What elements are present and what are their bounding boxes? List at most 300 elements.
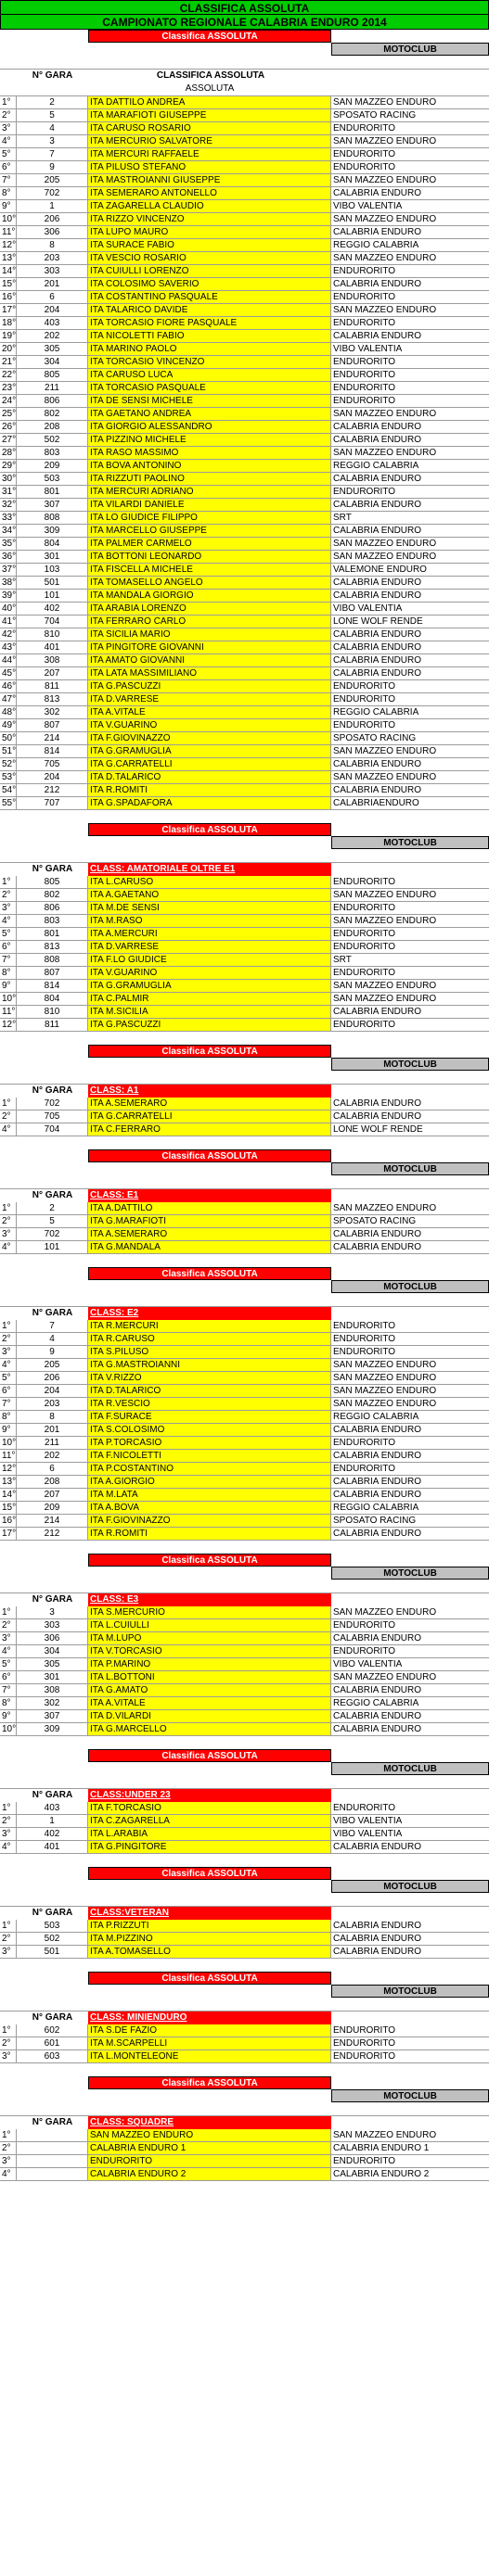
result-row <box>0 771 489 784</box>
result-row <box>0 525 489 538</box>
blank-row <box>0 849 489 862</box>
position-cell: 8° <box>0 1411 17 1424</box>
race-number-cell: 503 <box>17 1920 88 1933</box>
position-cell: 6° <box>0 1671 17 1684</box>
position-cell: 2° <box>0 1619 17 1632</box>
result-row <box>0 667 489 680</box>
race-number-cell: 813 <box>17 693 88 706</box>
motoclub-cell: ENDURORITO <box>331 902 489 915</box>
class-header-row <box>0 1188 489 1202</box>
gara-column-header: N° GARA <box>32 1190 73 1200</box>
position-cell: 42° <box>2 629 17 640</box>
motoclub-cell: CALABRIA ENDURO <box>331 226 489 239</box>
motoclub-cell: CALABRIA ENDURO <box>331 187 489 200</box>
gara-column-header: N° GARA <box>32 2117 73 2127</box>
result-row <box>0 1098 489 1110</box>
result-row <box>0 226 489 239</box>
race-number-cell: 306 <box>17 1632 88 1645</box>
result-row <box>0 1006 489 1019</box>
race-number-cell: 402 <box>17 603 88 615</box>
motoclub-cell: CALABRIA ENDURO <box>331 1098 489 1110</box>
race-number-cell: 209 <box>17 1502 88 1515</box>
race-number-cell: 806 <box>17 902 88 915</box>
position-cell: 22° <box>2 370 17 380</box>
rider-name-cell: ITA R.ROMITI <box>88 784 331 797</box>
position-cell: 3° <box>0 1228 17 1241</box>
motoclub-cell: ENDURORITO <box>331 693 489 706</box>
class-label: CLASS:UNDER 23 <box>88 1789 331 1802</box>
class-header-row <box>0 1306 489 1320</box>
rider-name-cell: ITA V.GUARINO <box>88 967 331 980</box>
motoclub-cell: ENDURORITO <box>331 876 489 889</box>
position-cell: 3° <box>0 902 17 915</box>
section-banner-row <box>0 1972 489 1985</box>
motoclub-cell: ENDURORITO <box>331 161 489 174</box>
class-header-spacer <box>0 1593 17 1606</box>
motoclub-cell: ENDURORITO <box>331 356 489 369</box>
race-number-cell: 2 <box>17 96 88 109</box>
race-number-cell: 601 <box>17 2037 88 2050</box>
result-row <box>0 2129 489 2142</box>
result-row <box>0 1502 489 1515</box>
motoclub-cell: SAN MAZZEO ENDURO <box>331 745 489 758</box>
blank-row <box>0 1959 489 1972</box>
rider-name-cell: ITA R.MERCURI <box>88 1320 331 1333</box>
class-header-spacer <box>331 1593 489 1606</box>
motoclub-cell: ENDURORITO <box>331 317 489 330</box>
rider-name-cell: ITA A.DATTILO <box>88 1202 331 1215</box>
race-number-cell: 803 <box>17 915 88 928</box>
position-cell: 2° <box>0 889 17 902</box>
motoclub-header-row <box>0 1058 489 1071</box>
rider-name-cell: ITA MASTROIANNI GIUSEPPE <box>88 174 331 187</box>
race-number-cell: 206 <box>17 1372 88 1385</box>
rider-name-cell: ITA F.GIOVINAZZO <box>88 732 331 745</box>
position-cell: 3° <box>0 1632 17 1645</box>
position-cell: 3° <box>0 122 17 135</box>
position-cell: 8° <box>0 967 17 980</box>
position-cell: 20° <box>2 344 17 354</box>
position-cell: 28° <box>2 448 17 458</box>
race-number-cell: 807 <box>17 719 88 732</box>
motoclub-cell: VIBO VALENTIA <box>331 1658 489 1671</box>
banner-spacer <box>0 1554 88 1567</box>
race-number-cell: 214 <box>17 732 88 745</box>
motoclub-cell: CALABRIA ENDURO <box>331 1424 489 1437</box>
race-number-cell: 814 <box>17 745 88 758</box>
result-row <box>0 954 489 967</box>
race-number-cell: 308 <box>17 1684 88 1697</box>
result-row <box>0 1946 489 1959</box>
race-number-cell: 3 <box>17 135 88 148</box>
banner-spacer <box>331 1045 489 1058</box>
class-section <box>0 2076 489 2194</box>
result-row <box>0 473 489 486</box>
motoclub-cell: LONE WOLF RENDE <box>331 1123 489 1136</box>
class-label: CLASS: E3 <box>88 1593 331 1606</box>
race-number-cell: 302 <box>17 1697 88 1710</box>
motoclub-cell: ENDURORITO <box>331 369 489 382</box>
rider-name-cell: ITA LO GIUDICE FILIPPO <box>88 512 331 525</box>
race-number-cell: 203 <box>17 1398 88 1411</box>
race-number-cell <box>17 2142 88 2155</box>
section-banner-row <box>0 1149 489 1162</box>
race-number-cell: 804 <box>17 538 88 551</box>
blank-row <box>0 1775 489 1788</box>
motoclub-header-row <box>0 43 489 56</box>
motoclub-cell: SAN MAZZEO ENDURO <box>331 915 489 928</box>
race-number-cell: 805 <box>17 876 88 889</box>
blank-row <box>0 1998 489 2011</box>
rider-name-cell: ITA A.SEMERARO <box>88 1098 331 1110</box>
result-row <box>0 148 489 161</box>
position-cell: 30° <box>2 474 17 484</box>
class-section <box>0 1149 489 1267</box>
result-row <box>0 706 489 719</box>
rider-name-cell: ITA NICOLETTI FABIO <box>88 330 331 343</box>
position-cell: 50° <box>2 733 17 743</box>
result-row <box>0 1841 489 1854</box>
rider-name-cell: ITA A.BOVA <box>88 1502 331 1515</box>
result-row <box>0 1424 489 1437</box>
race-number-cell: 214 <box>17 1515 88 1528</box>
motoclub-cell: ENDURORITO <box>331 291 489 304</box>
race-number-cell: 205 <box>17 1359 88 1372</box>
banner-spacer <box>331 1749 489 1762</box>
class-header-spacer <box>0 2116 17 2129</box>
rider-name-cell: ITA LATA MASSIMILIANO <box>88 667 331 680</box>
class-header-spacer <box>0 1907 17 1920</box>
motoclub-cell: SPOSATO RACING <box>331 1215 489 1228</box>
motoclub-cell: CALABRIA ENDURO <box>331 1841 489 1854</box>
position-cell: 51° <box>2 746 17 756</box>
motoclub-cell: SAN MAZZEO ENDURO <box>331 980 489 993</box>
result-row <box>0 330 489 343</box>
result-row <box>0 96 489 109</box>
motoclub-header: MOTOCLUB <box>331 1058 489 1071</box>
class-header-row <box>0 1906 489 1920</box>
gara-column-header: N° GARA <box>32 2012 73 2023</box>
position-cell: 4° <box>0 1359 17 1372</box>
result-row <box>0 1658 489 1671</box>
position-cell: 2° <box>0 1215 17 1228</box>
rider-name-cell: ITA V.TORCASIO <box>88 1645 331 1658</box>
result-row <box>0 654 489 667</box>
result-row <box>0 797 489 810</box>
blank-row <box>0 2181 489 2194</box>
position-cell: 17° <box>2 1529 17 1539</box>
result-row <box>0 1320 489 1333</box>
position-cell: 1° <box>0 96 17 109</box>
result-row <box>0 1228 489 1241</box>
class-header-spacer <box>331 1085 489 1098</box>
result-row <box>0 693 489 706</box>
result-row <box>0 1241 489 1254</box>
rider-name-cell: ITA G.MARCELLO <box>88 1723 331 1736</box>
motoclub-cell: CALABRIA ENDURO <box>331 1710 489 1723</box>
rider-name-cell: ITA D.TALARICO <box>88 1385 331 1398</box>
motoclub-header: MOTOCLUB <box>331 1762 489 1775</box>
motoclub-cell: SAN MAZZEO ENDURO <box>331 551 489 564</box>
class-header-row <box>0 69 489 82</box>
race-number-cell: 807 <box>17 967 88 980</box>
class-header-spacer <box>331 1789 489 1802</box>
position-cell: 3° <box>0 2050 17 2063</box>
class-section <box>0 1867 489 1972</box>
race-number-cell: 6 <box>17 291 88 304</box>
rider-name-cell: ITA L.CARUSO <box>88 876 331 889</box>
rider-name-cell: ITA SURACE FABIO <box>88 239 331 252</box>
race-number-cell: 305 <box>17 343 88 356</box>
motoclub-cell: SPOSATO RACING <box>331 109 489 122</box>
motoclub-header-row <box>0 1162 489 1175</box>
rider-name-cell: ITA F.NICOLETTI <box>88 1450 331 1463</box>
result-row <box>0 1463 489 1476</box>
section-banner-row <box>0 1554 489 1567</box>
position-cell: 35° <box>2 539 17 549</box>
result-row <box>0 628 489 641</box>
position-cell: 4° <box>0 1645 17 1658</box>
position-cell: 1° <box>0 1320 17 1333</box>
race-number-cell: 8 <box>17 1411 88 1424</box>
race-number-cell <box>17 2155 88 2168</box>
position-cell: 54° <box>2 785 17 795</box>
banner-spacer <box>331 1149 489 1162</box>
position-cell: 25° <box>2 409 17 419</box>
rider-name-cell: ITA FISCELLA MICHELE <box>88 564 331 577</box>
result-row <box>0 1632 489 1645</box>
result-row <box>0 109 489 122</box>
rider-name-cell: ITA MARINO PAOLO <box>88 343 331 356</box>
motoclub-cell: ENDURORITO <box>331 719 489 732</box>
rider-name-cell: ITA R.VESCIO <box>88 1398 331 1411</box>
race-number-cell: 307 <box>17 499 88 512</box>
result-row <box>0 1920 489 1933</box>
result-row <box>0 758 489 771</box>
race-number-cell: 304 <box>17 1645 88 1658</box>
race-number-cell: 4 <box>17 122 88 135</box>
position-cell: 15° <box>2 1503 17 1513</box>
position-cell: 37° <box>2 565 17 575</box>
race-number-cell: 212 <box>17 784 88 797</box>
motoclub-cell: SAN MAZZEO ENDURO <box>331 1372 489 1385</box>
rider-name-cell: CALABRIA ENDURO 1 <box>88 2142 331 2155</box>
banner-spacer <box>0 1972 88 1985</box>
banner-spacer <box>0 1867 88 1880</box>
section-banner: Classifica ASSOLUTA <box>88 1267 331 1280</box>
motoclub-header-row <box>0 1762 489 1775</box>
class-sub-spacer <box>0 82 88 95</box>
motoclub-cell: VIBO VALENTIA <box>331 603 489 615</box>
motoclub-cell: ENDURORITO <box>331 1320 489 1333</box>
rider-name-cell: ITA G.GRAMUGLIA <box>88 980 331 993</box>
result-row <box>0 641 489 654</box>
gara-column-header: N° GARA <box>32 1790 73 1800</box>
motoclub-cell: VIBO VALENTIA <box>331 343 489 356</box>
section-banner: Classifica ASSOLUTA <box>88 823 331 836</box>
position-cell: 1° <box>0 1802 17 1815</box>
motoclub-cell: CALABRIA ENDURO <box>331 1006 489 1019</box>
blank-row <box>0 810 489 823</box>
result-row <box>0 928 489 941</box>
position-cell: 4° <box>0 1241 17 1254</box>
class-header-spacer <box>331 70 489 82</box>
motoclub-header: MOTOCLUB <box>331 1162 489 1175</box>
position-cell: 47° <box>2 694 17 704</box>
rider-name-cell: ITA PINGITORE GIOVANNI <box>88 641 331 654</box>
section-banner-row <box>0 823 489 836</box>
class-header-row <box>0 1788 489 1802</box>
blank-row <box>0 1175 489 1188</box>
race-number-cell: 1 <box>17 200 88 213</box>
class-header-spacer <box>0 1307 17 1320</box>
section-banner: Classifica ASSOLUTA <box>88 1045 331 1058</box>
rider-name-cell: ITA LUPO MAURO <box>88 226 331 239</box>
position-cell: 4° <box>0 135 17 148</box>
motoclub-header: MOTOCLUB <box>331 1985 489 1998</box>
rider-name-cell: ITA F.GIOVINAZZO <box>88 1515 331 1528</box>
banner-spacer <box>0 1149 88 1162</box>
position-cell: 13° <box>2 253 17 263</box>
rider-name-cell: ITA S.COLOSIMO <box>88 1424 331 1437</box>
motoclub-cell: CALABRIA ENDURO <box>331 1228 489 1241</box>
position-cell: 12° <box>2 1020 17 1030</box>
motoclub-cell: CALABRIA ENDURO <box>331 1489 489 1502</box>
motoclub-cell: ENDURORITO <box>331 1437 489 1450</box>
result-row <box>0 187 489 200</box>
race-number-cell: 211 <box>17 382 88 395</box>
result-row <box>0 395 489 408</box>
position-cell: 2° <box>0 1815 17 1828</box>
rider-name-cell: ITA MERCURIO SALVATORE <box>88 135 331 148</box>
class-label: CLASSIFICA ASSOLUTA <box>88 70 331 82</box>
rider-name-cell: ITA P.MARINO <box>88 1658 331 1671</box>
rider-name-cell: ITA V.RIZZO <box>88 1372 331 1385</box>
result-row <box>0 200 489 213</box>
position-cell: 1° <box>0 2024 17 2037</box>
result-row <box>0 941 489 954</box>
banner-spacer <box>0 1267 88 1280</box>
rider-name-cell: ITA VESCIO ROSARIO <box>88 252 331 265</box>
motoclub-cell: SPOSATO RACING <box>331 732 489 745</box>
race-number-cell: 702 <box>17 1228 88 1241</box>
motoclub-cell: SAN MAZZEO ENDURO <box>331 771 489 784</box>
position-cell: 53° <box>2 772 17 782</box>
motoclub-cell: CALABRIA ENDURO <box>331 1476 489 1489</box>
rider-name-cell: SAN MAZZEO ENDURO <box>88 2129 331 2142</box>
motoclub-cell: SAN MAZZEO ENDURO <box>331 1202 489 1215</box>
rider-name-cell: ITA L.MONTELEONE <box>88 2050 331 2063</box>
rider-name-cell: ITA M.SICILIA <box>88 1006 331 1019</box>
result-row <box>0 408 489 421</box>
result-row <box>0 486 489 499</box>
motoclub-cell: CALABRIA ENDURO <box>331 434 489 447</box>
result-row <box>0 1450 489 1463</box>
rider-name-cell: ITA TOMASELLO ANGELO <box>88 577 331 590</box>
motoclub-cell: SAN MAZZEO ENDURO <box>331 213 489 226</box>
banner-spacer <box>331 823 489 836</box>
motoclub-spacer <box>0 1762 331 1775</box>
rider-name-cell: ITA M.RASO <box>88 915 331 928</box>
race-number-cell: 802 <box>17 889 88 902</box>
rider-name-cell: ITA GIORGIO ALESSANDRO <box>88 421 331 434</box>
result-row <box>0 1411 489 1424</box>
sheet-subtitle: CAMPIONATO REGIONALE CALABRIA ENDURO 2014 <box>0 15 489 30</box>
gara-column-header: N° GARA <box>32 864 73 874</box>
motoclub-cell: SRT <box>331 512 489 525</box>
result-row <box>0 343 489 356</box>
rider-name-cell: ITA A.GAETANO <box>88 889 331 902</box>
position-cell: 21° <box>2 357 17 367</box>
motoclub-cell: ENDURORITO <box>331 2037 489 2050</box>
class-header-spacer <box>0 1085 17 1098</box>
motoclub-cell: CALABRIA ENDURO <box>331 1241 489 1254</box>
race-number-cell: 208 <box>17 421 88 434</box>
rider-name-cell: ITA F.TORCASIO <box>88 1802 331 1815</box>
result-row <box>0 1815 489 1828</box>
motoclub-cell: SAN MAZZEO ENDURO <box>331 174 489 187</box>
motoclub-cell: ENDURORITO <box>331 122 489 135</box>
race-number-cell: 7 <box>17 1320 88 1333</box>
motoclub-cell: SAN MAZZEO ENDURO <box>331 889 489 902</box>
motoclub-cell: VALEMONE ENDURO <box>331 564 489 577</box>
rider-name-cell: ITA C.ZAGARELLA <box>88 1815 331 1828</box>
rider-name-cell: ITA RASO MASSIMO <box>88 447 331 460</box>
rider-name-cell: ITA M.SCARPELLI <box>88 2037 331 2050</box>
rider-name-cell: ITA G.GRAMUGLIA <box>88 745 331 758</box>
motoclub-cell: CALABRIA ENDURO <box>331 421 489 434</box>
rider-name-cell: ITA TALARICO DAVIDE <box>88 304 331 317</box>
race-number-cell: 705 <box>17 758 88 771</box>
result-row <box>0 1619 489 1632</box>
result-row <box>0 1515 489 1528</box>
position-cell: 9° <box>0 1424 17 1437</box>
position-cell: 16° <box>2 1516 17 1526</box>
race-number-cell: 204 <box>17 304 88 317</box>
motoclub-cell: CALABRIA ENDURO <box>331 577 489 590</box>
race-number-cell: 704 <box>17 615 88 628</box>
race-number-cell: 201 <box>17 278 88 291</box>
position-cell: 6° <box>0 941 17 954</box>
motoclub-header-row <box>0 1985 489 1998</box>
class-header-row <box>0 2115 489 2129</box>
position-cell: 14° <box>2 266 17 276</box>
class-header-spacer <box>0 2011 17 2024</box>
result-row <box>0 161 489 174</box>
race-number-cell: 5 <box>17 1215 88 1228</box>
result-row <box>0 369 489 382</box>
result-row <box>0 122 489 135</box>
result-row <box>0 1123 489 1136</box>
rider-name-cell: ITA MARCELLO GIUSEPPE <box>88 525 331 538</box>
motoclub-cell: ENDURORITO <box>331 2155 489 2168</box>
position-cell: 33° <box>2 513 17 523</box>
race-number-cell: 303 <box>17 265 88 278</box>
race-number-cell: 704 <box>17 1123 88 1136</box>
race-number-cell: 808 <box>17 954 88 967</box>
class-section <box>0 1749 489 1867</box>
race-number-cell: 1 <box>17 1815 88 1828</box>
motoclub-cell: ENDURORITO <box>331 1333 489 1346</box>
result-row <box>0 265 489 278</box>
motoclub-spacer <box>0 1985 331 1998</box>
result-row <box>0 1671 489 1684</box>
result-row <box>0 1476 489 1489</box>
race-number-cell <box>17 2168 88 2181</box>
result-row <box>0 2155 489 2168</box>
gara-column-header: N° GARA <box>32 1085 73 1096</box>
rider-name-cell: ITA D.VARRESE <box>88 693 331 706</box>
